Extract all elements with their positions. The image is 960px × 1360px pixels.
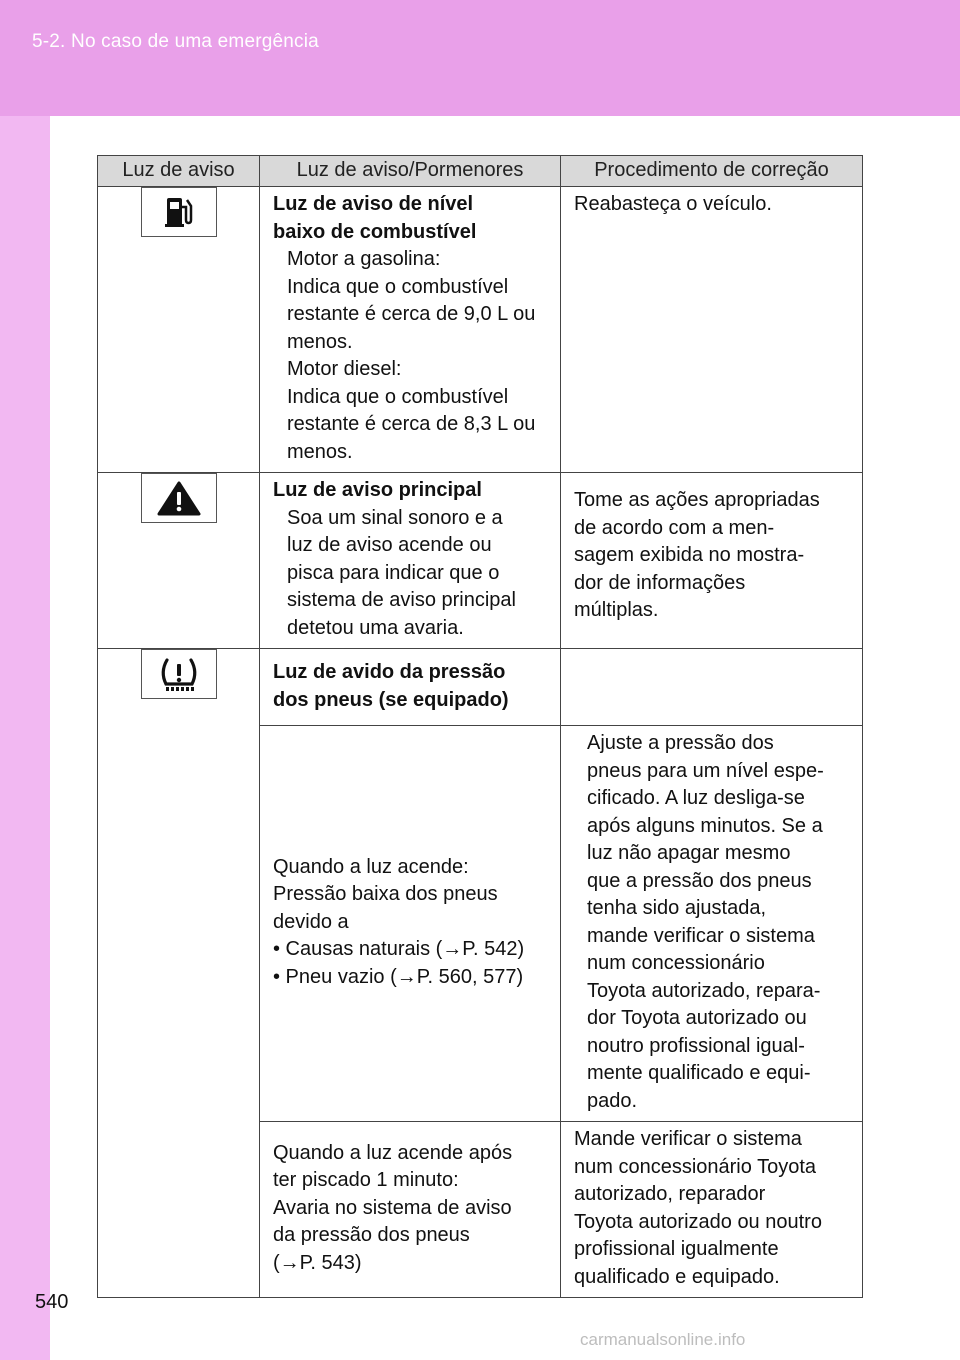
master-warning-procedure — [561, 473, 863, 649]
tire-title-line: dos pneus (se equipado) — [273, 688, 509, 711]
fuel-detail-line: restante é cerca de 8,3 L ou — [287, 413, 536, 435]
procedure-line: num concessionário — [587, 952, 765, 974]
procedure-line: dor Toyota autorizado ou — [587, 1007, 807, 1029]
tire-title-line: Luz de avido da pressão — [273, 661, 506, 683]
fuel-detail-line: Motor diesel: — [287, 358, 402, 380]
column-header-light: Luz de aviso — [98, 156, 260, 187]
table-header-row — [98, 156, 863, 187]
procedure-line: de acordo com a men- — [574, 516, 775, 539]
master-warning-details — [260, 473, 561, 649]
section-title: 5-2. No caso de uma emergência — [32, 31, 319, 52]
icon-cell — [98, 473, 260, 649]
table-row-tire-pressure — [98, 649, 863, 726]
procedure-line: luz não apagar mesmo — [587, 842, 791, 864]
procedure-line: qualificado e equipado. — [574, 1265, 780, 1288]
tire-system-fault-details — [260, 1122, 561, 1298]
tire-system-fault-procedure — [561, 1122, 863, 1298]
fuel-title-line: baixo de combustível — [273, 220, 477, 243]
procedure-line: Toyota autorizado, repara- — [587, 979, 821, 1002]
tire-pressure-icon — [141, 649, 217, 699]
icon-cell — [98, 187, 260, 473]
procedure-line: pneus para um nível espe- — [587, 759, 824, 782]
table-row-fuel — [98, 187, 863, 473]
procedure-line: Mande verificar o sistema — [574, 1128, 802, 1150]
tire-detail-line: • Pneu vazio (→P. 560, 577) — [273, 965, 524, 988]
fuel-title-line: Luz de aviso de nível — [273, 193, 474, 215]
tire-detail-line: da pressão dos pneus — [273, 1224, 470, 1247]
procedure-line: Toyota autorizado ou noutro — [574, 1210, 822, 1233]
procedure-line: noutro profissional igual- — [587, 1034, 805, 1057]
page-header — [0, 0, 960, 116]
procedure-line: num concessionário Toyota — [574, 1155, 816, 1178]
tire-empty-procedure — [561, 649, 863, 726]
tire-detail-line: Quando a luz acende após — [273, 1141, 513, 1164]
tire-detail-line: ter piscado 1 minuto: — [273, 1169, 459, 1192]
master-detail-line: pisca para indicar que o — [287, 561, 500, 584]
warning-light-table — [97, 155, 863, 1298]
procedure-text: Reabasteça o veículo. — [574, 193, 772, 215]
fuel-pump-icon — [141, 187, 217, 237]
fuel-procedure — [561, 187, 863, 473]
fuel-detail-line: Indica que o combustível — [287, 275, 509, 298]
procedure-line: profissional igualmente — [574, 1238, 779, 1260]
fuel-detail-line: Indica que o combustível — [287, 385, 509, 408]
tire-detail-line: Pressão baixa dos pneus — [273, 883, 498, 906]
procedure-line: tenha sido ajustada, — [587, 897, 767, 919]
procedure-line: dor de informações — [574, 571, 746, 594]
master-detail-line: detetou uma avaria. — [287, 616, 464, 639]
master-detail-line: luz de aviso acende ou — [287, 534, 492, 556]
procedure-line: que a pressão dos pneus — [587, 869, 812, 892]
fuel-detail-line: Motor a gasolina: — [287, 248, 441, 270]
procedure-line: após alguns minutos. Se a — [587, 814, 823, 837]
master-warning-title: Luz de aviso principal — [273, 479, 482, 501]
table-row-master-warning — [98, 473, 863, 649]
fuel-detail-line: menos. — [287, 330, 353, 353]
procedure-line: pado. — [587, 1089, 638, 1112]
fuel-detail-line: menos. — [287, 440, 353, 463]
tire-detail-line: devido a — [273, 910, 349, 933]
tire-detail-line: Quando a luz acende: — [273, 855, 469, 878]
tire-low-pressure-details — [260, 726, 561, 1122]
procedure-line: Tome as ações apropriadas — [574, 489, 820, 511]
procedure-line: cificado. A luz desliga-se — [587, 787, 805, 809]
tire-low-pressure-procedure — [561, 726, 863, 1122]
tire-detail-line: (→P. 543) — [273, 1251, 362, 1274]
procedure-line: Ajuste a pressão dos — [587, 732, 774, 754]
procedure-line: múltiplas. — [574, 599, 659, 621]
page-number: 540 — [35, 1291, 69, 1313]
side-tab — [0, 116, 50, 1360]
warning-triangle-icon — [141, 473, 217, 523]
master-detail-line: Soa um sinal sonoro e a — [287, 506, 503, 529]
icon-cell — [98, 649, 260, 1298]
tire-pressure-title — [260, 649, 561, 726]
procedure-line: autorizado, reparador — [574, 1183, 766, 1205]
fuel-detail-line: restante é cerca de 9,0 L ou — [287, 303, 536, 325]
column-header-details: Luz de aviso/Pormenores — [260, 156, 561, 187]
procedure-line: mande verificar o sistema — [587, 924, 815, 947]
watermark: carmanualsonline.info — [580, 1330, 746, 1349]
tire-detail-line: • Causas naturais (→P. 542) — [273, 938, 525, 961]
column-header-procedure: Procedimento de correção — [561, 156, 863, 187]
tire-detail-line: Avaria no sistema de aviso — [273, 1196, 512, 1219]
fuel-details — [260, 187, 561, 473]
procedure-line: mente qualificado e equi- — [587, 1062, 811, 1084]
procedure-line: sagem exibida no mostra- — [574, 544, 805, 566]
master-detail-line: sistema de aviso principal — [287, 589, 516, 611]
